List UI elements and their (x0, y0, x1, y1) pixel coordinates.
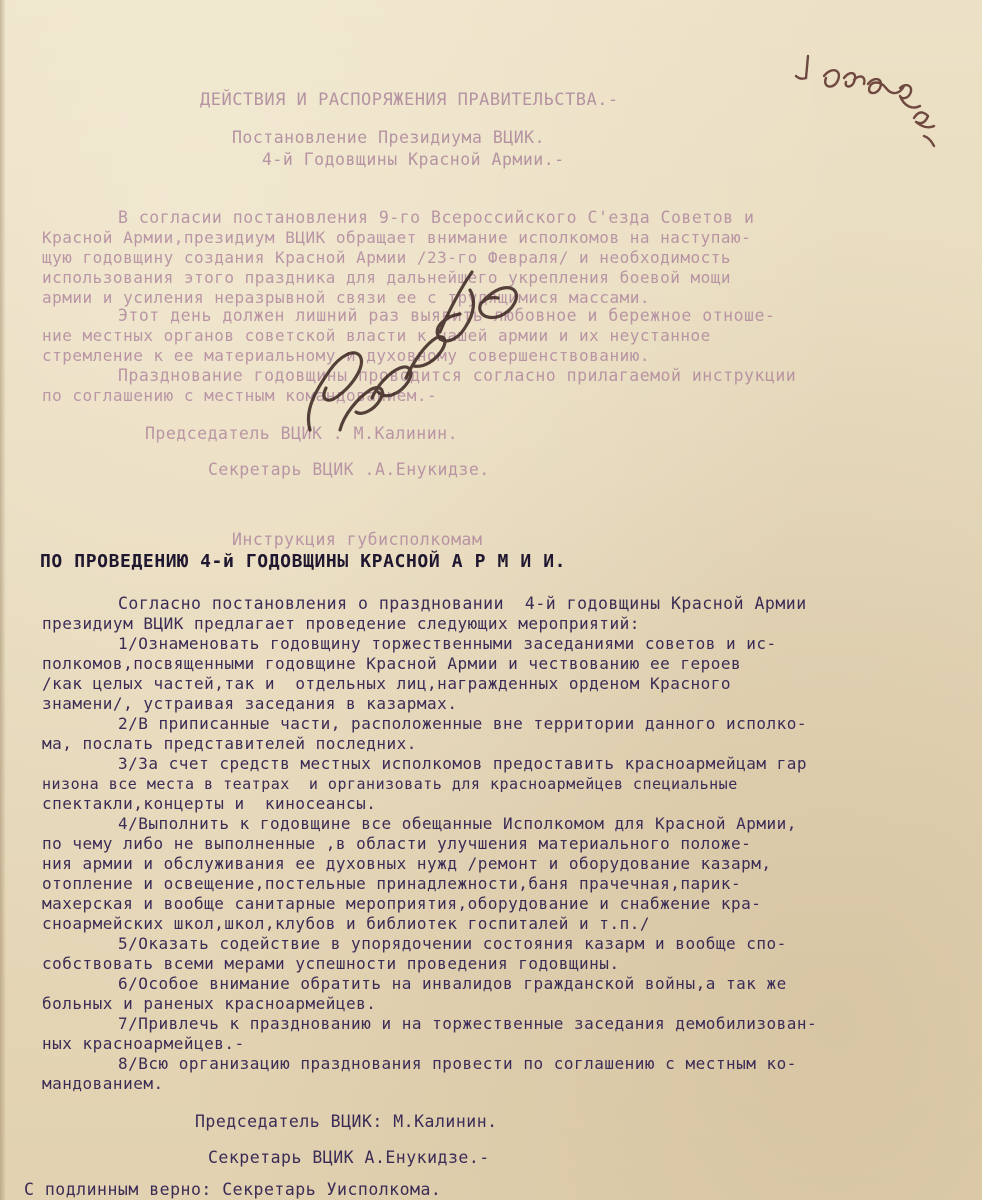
upper-line: В согласии постановления 9-го Всероссийского С'езда Советов и (118, 208, 755, 227)
instruction-line: /как целых частей,так и отдельных лиц,награжденных орденом Красного (42, 674, 732, 693)
upper-line: армии и усиления неразрывной связи ее с трудящимися массами. (42, 288, 650, 307)
upper-subtitle-2: 4-й Годовщины Красной Армии.- (262, 150, 565, 169)
instruction-signature-chairman: Председатель ВЦИК: М.Калинин. (195, 1112, 498, 1131)
instruction-line: ния армии и обслуживания ее духовных нужд /ремонт и оборудование казарм, (42, 854, 772, 873)
instruction-caption: Инструкция губисполкомам (232, 530, 483, 549)
upper-line: ние местных органов советской власти к нашей армии и их неустанное (42, 326, 711, 345)
instruction-line: сноармейских школ,школ,клубов и библиотек госпиталей и т.п./ (42, 914, 650, 933)
certification-line: С подлинным верно: Секретарь Уисполкома. (24, 1180, 442, 1199)
instruction-line: ных красноармейцев.- (42, 1034, 245, 1053)
instruction-line: Согласно постановления о праздновании 4-й годовщины Красной Армии (118, 594, 807, 613)
instruction-line: ма, послать представителей последних. (42, 734, 417, 753)
instruction-line: 2/В приписанные части, расположенные вне территории данного исполко- (118, 714, 808, 733)
instruction-line: отопление и освещение,постельные принадлежности,баня прачечная,парик- (42, 874, 742, 893)
upper-line: использования этого праздника для дальнейшего укрепления боевой мощи (42, 268, 732, 287)
instruction-line: больных и раненых красноармейцев. (42, 994, 377, 1013)
instruction-line: спектакли,концерты и киносеансы. (42, 794, 377, 813)
instruction-signature-secretary: Секретарь ВЦИК А.Енукидзе.- (208, 1148, 490, 1167)
upper-line: щую годовщину создания Красной Армии /23-го Февраля/ и необходимость (42, 248, 732, 267)
upper-line: Этот день должен лишний раз выявить любовное и бережное отноше- (118, 306, 776, 325)
instruction-line: 6/Особое внимание обратить на инвалидов гражданской войны,а так же (118, 974, 787, 993)
instruction-line: полкомов,посвященными годовщине Красной Армии и чествованию ее героев (42, 654, 742, 673)
handwritten-file-mark (270, 230, 530, 460)
instruction-line: 4/Выполнить к годовщине все обещанные Исполкомом для Красной Армии, (118, 814, 797, 833)
instruction-line: президиум ВЦИК предлагает проведение следующих мероприятий: (42, 614, 640, 633)
upper-subtitle-1: Постановление Президиума ВЦИК. (232, 128, 546, 147)
instruction-line: 1/Ознаменовать годовщину торжественными заседаниями советов и ис- (118, 634, 777, 653)
upper-signature-chairman: Председатель ВЦИК . М.Калинин. (145, 424, 459, 443)
instruction-line: 3/За счет средств местных исполкомов предоставить красноармейцам гар (118, 754, 808, 773)
instruction-line: 5/Оказать содействие в упорядочении состояния казарм и вообще спо- (118, 934, 787, 953)
instruction-line: собствовать всеми мерами успешности проведения годовщины. (42, 954, 620, 973)
upper-line: по соглашению с местным командованием.- (42, 386, 438, 405)
instruction-line: знамени/, устраивая заседания в казармах. (42, 694, 458, 713)
instruction-line: махерская и вообще санитарные мероприятия,оборудование и снабжение кра- (42, 894, 762, 913)
instruction-heading: ПО ПРОВЕДЕНИЮ 4-й ГОДОВЩИНЫ КРАСНОЙ А Р М И И. (40, 551, 567, 572)
upper-line: стремление к ее материальному и духовному совершенствованию. (42, 346, 650, 365)
instruction-line: 8/Всю организацию празднования провести по соглашению с местным ко- (118, 1054, 797, 1073)
instruction-line: мандованием. (42, 1074, 164, 1093)
upper-line: Красной Армии,президиум ВЦИК обращает внимание исполкомов на наступаю- (42, 228, 752, 247)
upper-line: Празднование годовщины проводится согласно прилагаемой инструкции (118, 366, 797, 385)
instruction-line: по чему либо не выполненные ,в области улучшения материального положе- (42, 834, 752, 853)
handwritten-corner-note (784, 48, 954, 168)
upper-signature-secretary: Секретарь ВЦИК .А.Енукидзе. (208, 460, 490, 479)
upper-title: ДЕЙСТВИЯ И РАСПОРЯЖЕНИЯ ПРАВИТЕЛЬСТВА.- (200, 90, 619, 110)
instruction-line: 7/Привлечь к празднованию и на торжественные заседания демобилизован- (118, 1014, 818, 1033)
instruction-line: низона все места в театрах и организовать для красноармейцев специальные (42, 775, 738, 793)
